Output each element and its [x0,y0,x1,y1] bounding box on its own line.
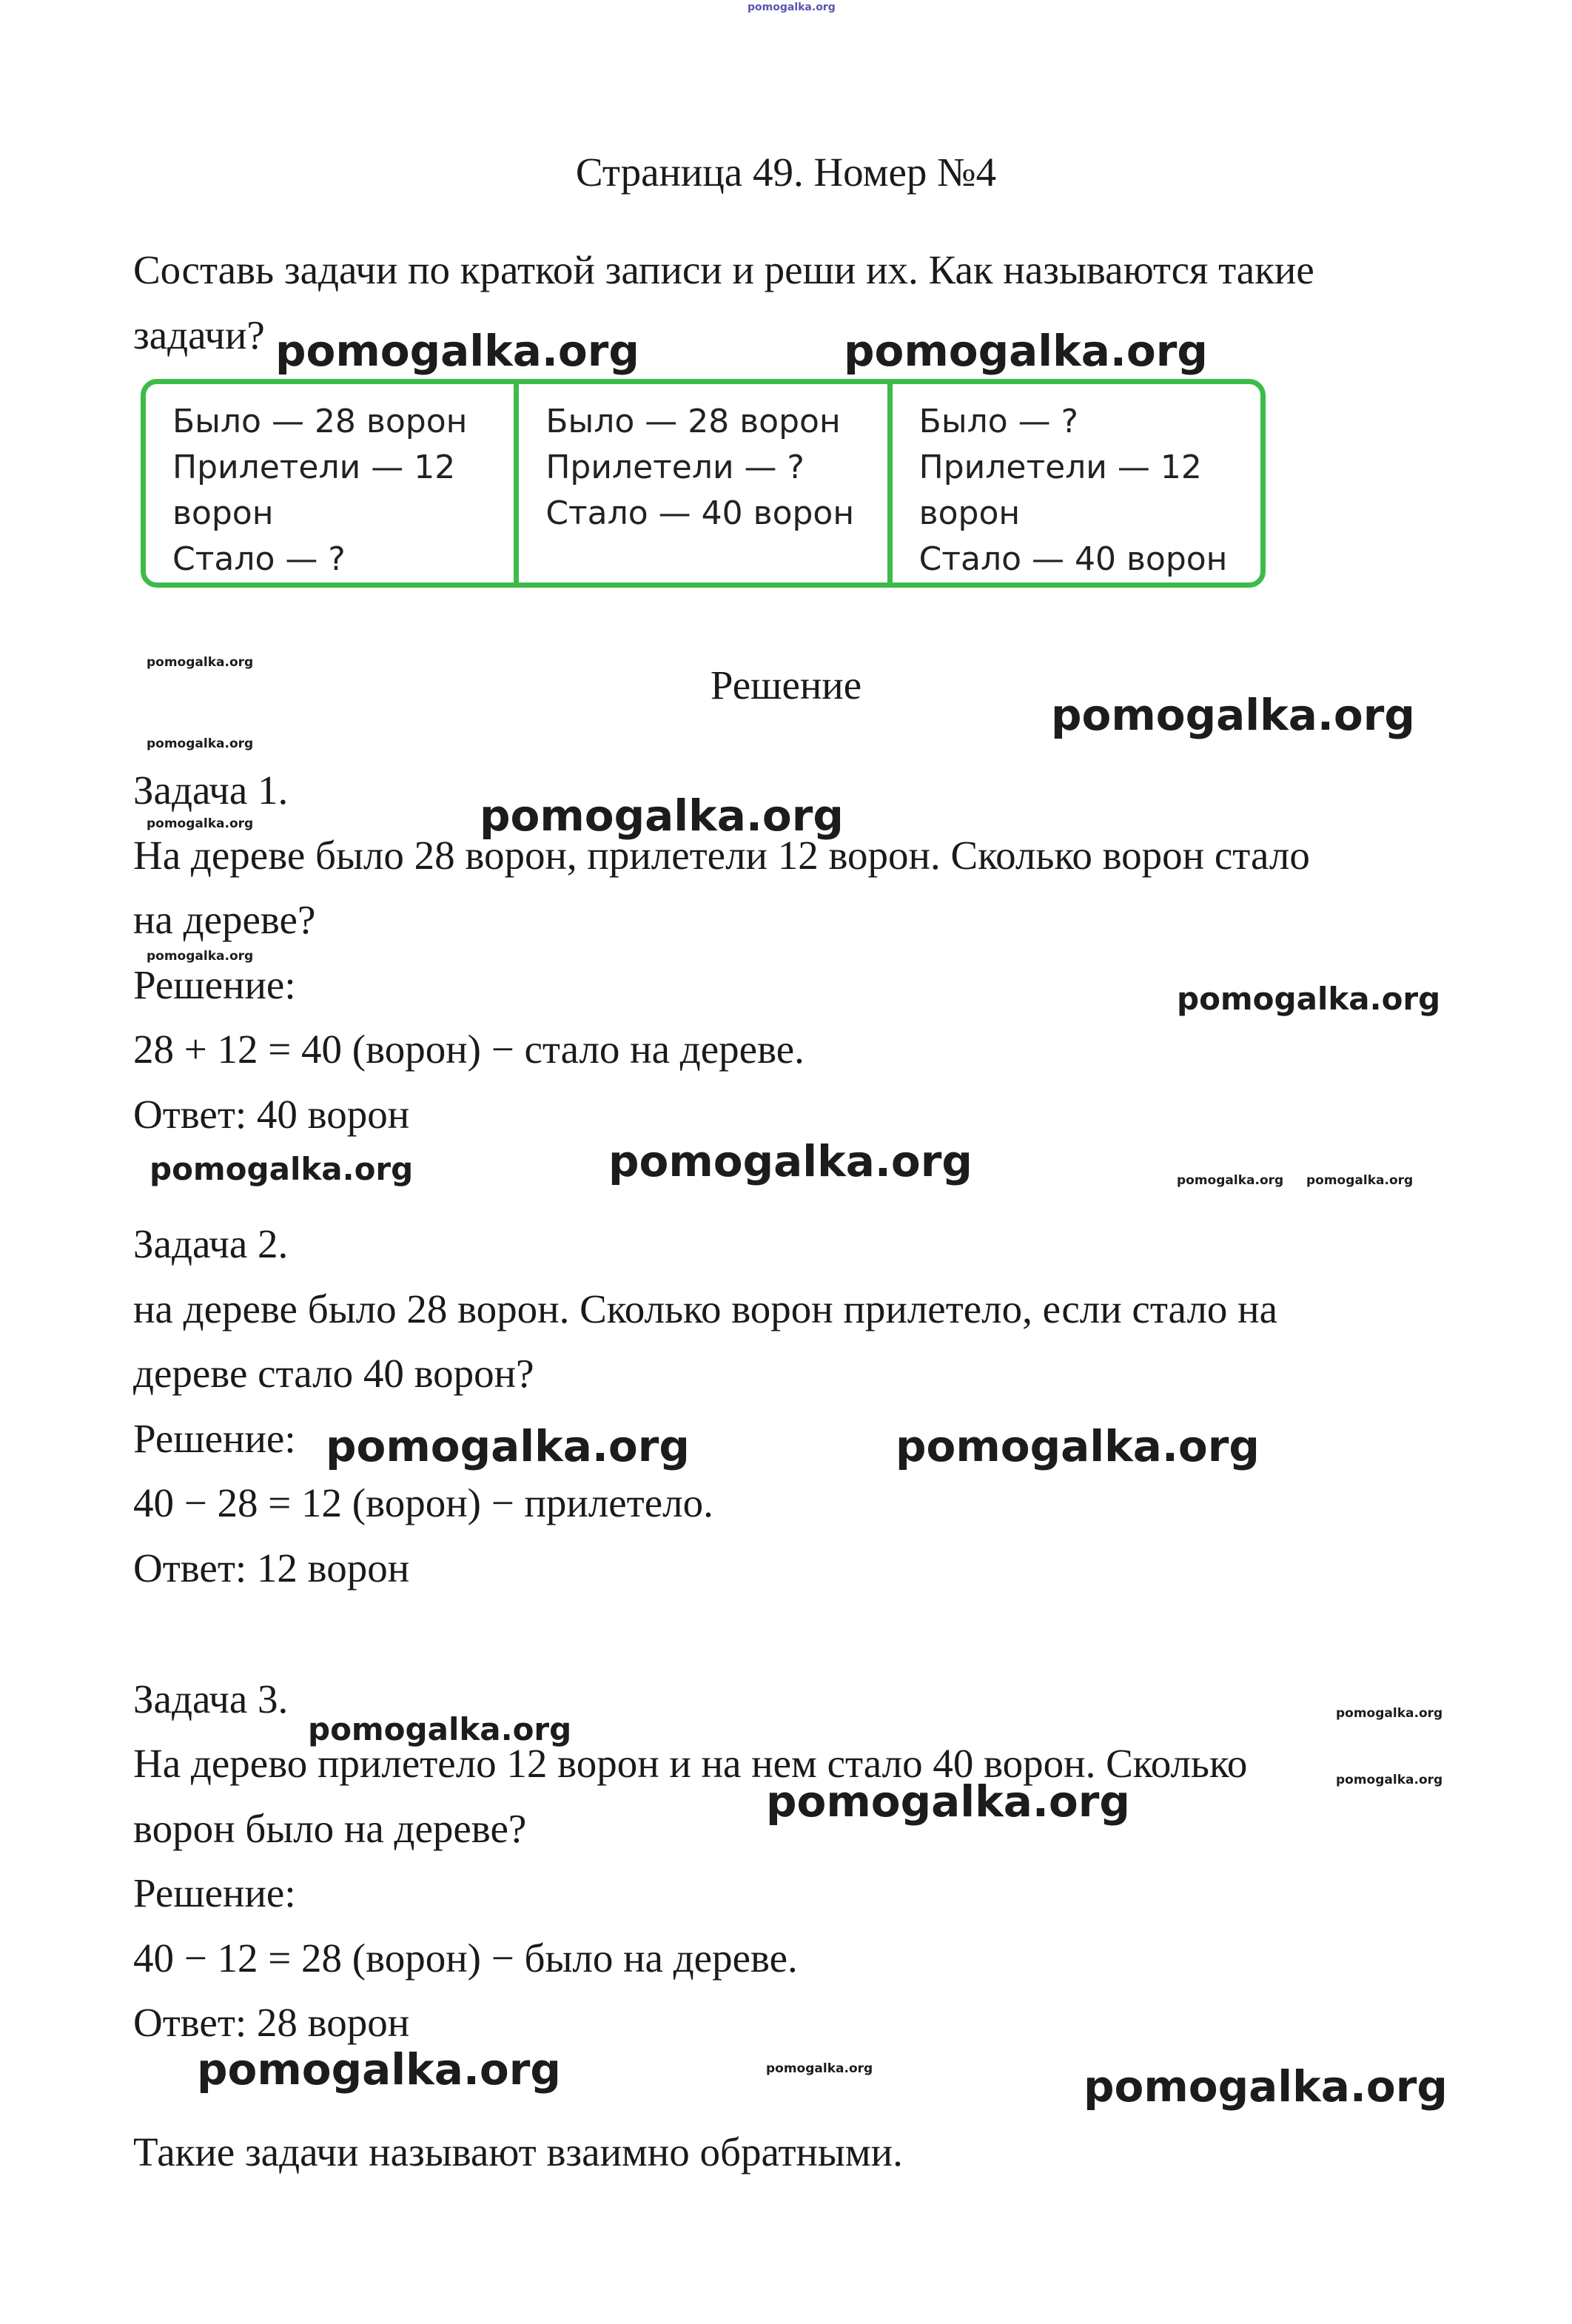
watermark: pomogalka.org [844,326,1208,376]
record-line: ворон [918,494,1021,532]
record-line: Прилетели — ? [545,449,805,486]
watermark: pomogalka.org [1177,1173,1284,1188]
short-record-2 [514,384,887,582]
watermark: pomogalka.org [1051,690,1415,740]
watermark: pomogalka.org [147,736,254,751]
record-line: Стало — 40 ворон [545,494,855,532]
watermark: pomogalka.org [1177,981,1441,1017]
watermark: pomogalka.org [326,1421,690,1471]
problem-3-equation: 40 − 12 = 28 (ворон) − было на дереве. [133,1935,798,1981]
problem-1-text-line1: На дереве было 28 ворон, прилетели 12 ворон. Сколько ворон стало [133,833,1310,878]
record-line: ворон [172,494,274,532]
problem-2-title: Задача 2. [133,1221,289,1266]
record-line: Стало — ? [172,540,346,578]
watermark: pomogalka.org [480,790,844,841]
solution-heading: Решение [710,662,862,708]
watermark: pomogalka.org [197,2044,561,2095]
watermark: pomogalka.org [147,655,254,670]
watermark: pomogalka.org [308,1711,572,1747]
problem-2-equation: 40 − 28 = 12 (ворон) − прилетело. [133,1480,713,1525]
watermark: pomogalka.org [275,326,639,376]
watermark: pomogalka.org [766,2061,873,2076]
task-prompt-line1: Составь задачи по краткой записи и реши их. Как называются такие [133,247,1314,292]
watermark: pomogalka.org [1336,1773,1443,1787]
problem-3-answer: Ответ: 28 ворон [133,2000,410,2045]
header-watermark: pomogalka.org [748,1,836,13]
record-line: Было — 28 ворон [172,403,468,440]
problem-1-answer: Ответ: 40 ворон [133,1092,410,1137]
record-line: Было — ? [918,403,1078,440]
problem-3-title: Задача 3. [133,1676,289,1722]
problem-3-text-line1: На дерево прилетело 12 ворон и на нем стало 40 ворон. Сколько [133,1741,1248,1786]
watermark: pomogalka.org [896,1421,1260,1471]
record-line: Было — 28 ворон [545,403,841,440]
problem-1-solution-label: Решение: [133,962,296,1007]
watermark: pomogalka.org [1336,1706,1443,1721]
problem-2-solution-label: Решение: [133,1416,296,1461]
short-record-1 [146,384,514,582]
page-title: Страница 49. Номер №4 [575,150,997,195]
task-prompt-line2: задачи? [133,312,265,357]
problem-1-equation: 28 + 12 = 40 (ворон) − стало на дереве. [133,1027,805,1072]
watermark: pomogalka.org [1084,2061,1448,2112]
watermark: pomogalka.org [608,1136,973,1186]
conclusion: Такие задачи называют взаимно обратными. [133,2129,903,2174]
watermark: pomogalka.org [1306,1173,1414,1188]
problem-1-text-line2: на дереве? [133,897,316,942]
problem-3-solution-label: Решение: [133,1870,296,1915]
problem-1-title: Задача 1. [133,768,289,813]
watermark: pomogalka.org [766,1776,1130,1827]
short-record-table [141,379,1266,588]
watermark: pomogalka.org [150,1151,414,1187]
watermark: pomogalka.org [147,949,254,964]
short-record-3 [887,384,1260,582]
watermark: pomogalka.org [147,816,254,831]
problem-3-text-line2: ворон было на дереве? [133,1806,527,1851]
record-line: Прилетели — 12 [918,449,1202,486]
record-line: Стало — 40 ворон [918,540,1228,578]
problem-2-text-line1: на дереве было 28 ворон. Сколько ворон прилетело, если стало на [133,1286,1277,1331]
problem-2-answer: Ответ: 12 ворон [133,1545,410,1591]
record-line: Прилетели — 12 [172,449,456,486]
problem-2-text-line2: дереве стало 40 ворон? [133,1351,534,1396]
